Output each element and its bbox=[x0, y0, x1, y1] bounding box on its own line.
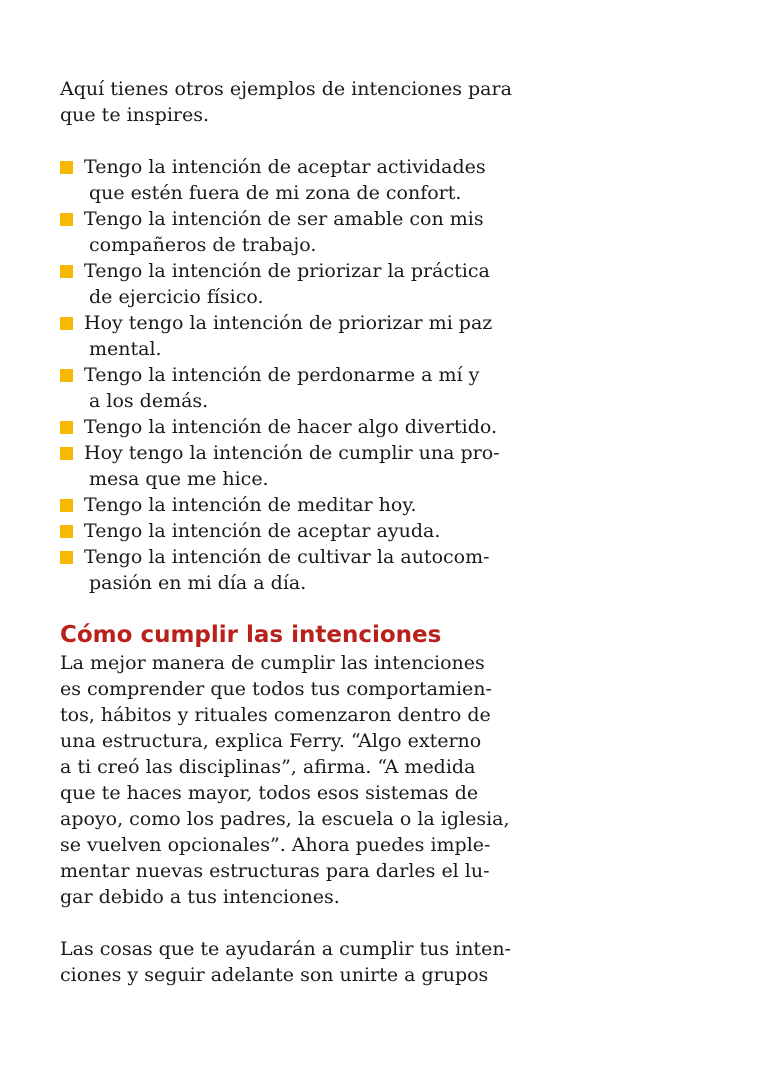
body-line: es comprender que todos tus comportamien- bbox=[60, 678, 492, 700]
body-paragraph-2 bbox=[60, 936, 520, 988]
bullet-square-icon bbox=[60, 213, 73, 226]
list-item-line: de ejercicio físico. bbox=[89, 286, 264, 308]
list-item-line: mental. bbox=[89, 338, 162, 360]
spacer bbox=[60, 128, 520, 154]
bullet-square-icon bbox=[60, 551, 73, 564]
body-line: se vuelven opcionales”. Ahora puedes imple- bbox=[60, 834, 491, 856]
spacer bbox=[60, 596, 520, 618]
list-item-line: mesa que me hice. bbox=[89, 468, 269, 490]
list-item bbox=[60, 310, 520, 362]
section-heading: Cómo cumplir las intenciones bbox=[60, 622, 442, 648]
page-content bbox=[60, 76, 520, 988]
body-line: que te haces mayor, todos esos sistemas de bbox=[60, 782, 479, 804]
intro-line: Aquí tienes otros ejemplos de intenciones para bbox=[60, 78, 512, 100]
list-item bbox=[60, 362, 520, 414]
body-line: ciones y seguir adelante son unirte a grupos bbox=[60, 964, 489, 986]
list-item-line: Tengo la intención de ser amable con mis bbox=[84, 208, 484, 230]
spacer bbox=[60, 910, 520, 936]
body-line: a ti creó las disciplinas”, afirma. “A medida bbox=[60, 756, 476, 778]
list-item-line: pasión en mi día a día. bbox=[89, 572, 307, 594]
list-item bbox=[60, 492, 520, 518]
bullet-square-icon bbox=[60, 265, 73, 278]
list-item-line: Tengo la intención de aceptar actividades bbox=[84, 156, 486, 178]
list-item-line: que estén fuera de mi zona de confort. bbox=[89, 182, 462, 204]
list-item-line: Tengo la intención de hacer algo divertido. bbox=[84, 416, 498, 438]
body-line: apoyo, como los padres, la escuela o la iglesia, bbox=[60, 808, 510, 830]
list-item bbox=[60, 206, 520, 258]
intro-paragraph bbox=[60, 76, 520, 128]
bullet-square-icon bbox=[60, 447, 73, 460]
list-item-line: a los demás. bbox=[89, 390, 209, 412]
list-item-line: Tengo la intención de perdonarme a mí y bbox=[84, 364, 480, 386]
body-line: gar debido a tus intenciones. bbox=[60, 886, 340, 908]
list-item bbox=[60, 258, 520, 310]
list-item-line: Tengo la intención de priorizar la práctica bbox=[84, 260, 490, 282]
list-item-line: Tengo la intención de meditar hoy. bbox=[84, 494, 417, 516]
body-line: mentar nuevas estructuras para darles el lu- bbox=[60, 860, 490, 882]
list-item-line: Tengo la intención de aceptar ayuda. bbox=[84, 520, 441, 542]
list-item bbox=[60, 518, 520, 544]
list-item-line: Hoy tengo la intención de cumplir una pro- bbox=[84, 442, 500, 464]
list-item bbox=[60, 154, 520, 206]
list-item-line: Tengo la intención de cultivar la autocom- bbox=[84, 546, 490, 568]
body-line: La mejor manera de cumplir las intenciones bbox=[60, 652, 485, 674]
body-line: tos, hábitos y rituales comenzaron dentro de bbox=[60, 704, 491, 726]
intentions-list bbox=[60, 154, 520, 596]
list-item-line: compañeros de trabajo. bbox=[89, 234, 317, 256]
bullet-square-icon bbox=[60, 317, 73, 330]
body-paragraph-1 bbox=[60, 650, 520, 910]
list-item-line: Hoy tengo la intención de priorizar mi paz bbox=[84, 312, 493, 334]
body-line: Las cosas que te ayudarán a cumplir tus inten- bbox=[60, 938, 511, 960]
bullet-square-icon bbox=[60, 421, 73, 434]
bullet-square-icon bbox=[60, 161, 73, 174]
list-item bbox=[60, 440, 520, 492]
bullet-square-icon bbox=[60, 525, 73, 538]
bullet-square-icon bbox=[60, 369, 73, 382]
bullet-square-icon bbox=[60, 499, 73, 512]
body-line: una estructura, explica Ferry. “Algo externo bbox=[60, 730, 482, 752]
intro-line: que te inspires. bbox=[60, 104, 210, 126]
list-item bbox=[60, 544, 520, 596]
list-item bbox=[60, 414, 520, 440]
